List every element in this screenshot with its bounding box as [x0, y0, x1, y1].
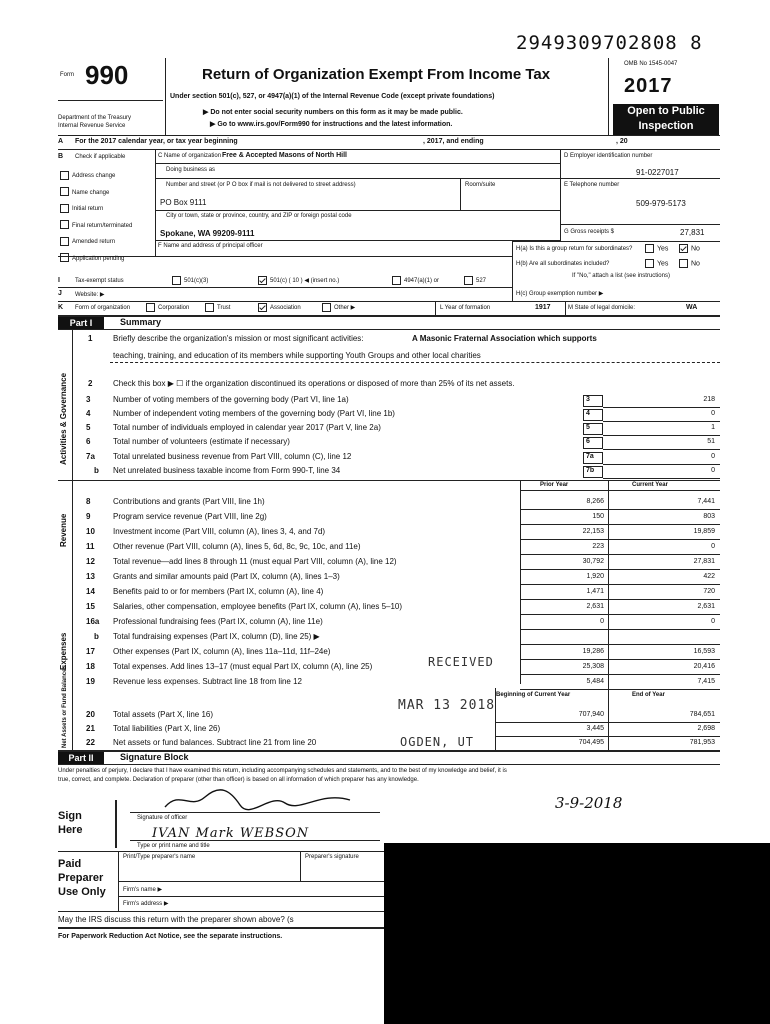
phone-value: 509-979-5173 — [636, 199, 686, 208]
status-527-checkbox[interactable]: 527 — [464, 276, 486, 285]
current-year-value: 803 — [703, 513, 715, 520]
fin-line-text: Total revenue—add lines 8 through 11 (must equal Part VIII, column (A), line 12) — [113, 557, 397, 566]
side-governance-label: Activities & Governance — [59, 372, 68, 465]
gov-line-box: 3 — [583, 395, 603, 407]
gov-line-text: Total number of individuals employed in calendar year 2017 (Part V, line 2a) — [113, 423, 381, 432]
beginning-year-value: 3,445 — [586, 725, 604, 732]
paid-label: Paid — [58, 858, 82, 870]
part2-title: Signature Block — [120, 752, 189, 762]
prior-year-value: 0 — [600, 618, 604, 625]
h-b-label: H(b) Are all subordinates included? — [516, 261, 610, 267]
received-location-stamp: OGDEN, UT — [400, 735, 475, 749]
preparer-name-label: Print/Type preparer's name — [123, 854, 196, 860]
trust-checkbox[interactable]: Trust — [205, 303, 230, 312]
current-year-value: 27,831 — [693, 558, 715, 565]
fin-line-number: 18 — [86, 662, 95, 671]
gov-line-value: 1 — [711, 424, 715, 431]
fin-line-number: 9 — [86, 512, 91, 521]
principal-officer-label: F Name and address of principal officer — [158, 243, 263, 249]
organization-name: Free & Accepted Masons of North Hill — [222, 152, 347, 159]
phone-label: E Telephone number — [564, 182, 620, 188]
status-4947-checkbox[interactable]: 4947(a)(1) or — [392, 276, 439, 285]
final-return-checkbox[interactable]: Final return/terminated — [60, 218, 132, 235]
current-year-value: 7,415 — [697, 678, 715, 685]
h-a-no[interactable]: No — [679, 244, 700, 253]
year-formation-value: 1917 — [535, 304, 551, 311]
firm-address-label: Firm's address ▶ — [123, 901, 169, 907]
gov-line-box: 4 — [583, 409, 603, 421]
corporation-checkbox[interactable]: Corporation — [146, 303, 189, 312]
street-label: Number and street (or P O box if mail is not delivered to street address) — [166, 182, 356, 188]
current-year-value: 20,416 — [693, 663, 715, 670]
fin-line-text: Program service revenue (Part VIII, line 2g) — [113, 512, 267, 521]
address-change-checkbox[interactable]: Address change — [60, 168, 132, 185]
form-title: Return of Organization Exempt From Income Tax — [202, 66, 551, 83]
gov-line-text: Number of voting members of the governing body (Part VI, line 1a) — [113, 395, 349, 404]
dept-treasury: Department of the Treasury — [58, 115, 132, 121]
fin-line-number: 16a — [86, 617, 100, 626]
fin-line-text: Salaries, other compensation, employee benefits (Part IX, column (A), lines 5–10) — [113, 602, 403, 611]
h-a-yes[interactable]: Yes — [645, 244, 668, 253]
fin-line-text: Benefits paid to or for members (Part IX, column (A), line 4) — [113, 587, 324, 596]
fin-line-number: 8 — [86, 497, 91, 506]
end-year-value: 781,953 — [689, 739, 715, 746]
fin-line-text: Grants and similar amounts paid (Part IX, column (A), lines 1–3) — [113, 572, 340, 581]
ein-label: D Employer identification number — [564, 153, 653, 159]
gov-line-number: b — [94, 466, 99, 475]
preparer-label: Preparer — [58, 872, 104, 884]
initial-return-checkbox[interactable]: Initial return — [60, 201, 132, 218]
application-pending-checkbox[interactable]: Application pending — [60, 251, 132, 268]
fin-line-number: 17 — [86, 647, 95, 656]
ein-value: 91-0227017 — [636, 168, 679, 177]
h-b-note: If "No," attach a list (see instructions) — [572, 273, 670, 279]
check-applicable-label: Check if applicable — [75, 154, 126, 160]
current-year-value: 0 — [711, 543, 715, 550]
sign-label: Sign — [58, 810, 82, 822]
fin-line-number: 11 — [86, 542, 95, 551]
fin-line-text: Contributions and grants (Part VIII, line 1h) — [113, 497, 265, 506]
form-subtitle: Under section 501(c), 527, or 4947(a)(1) of the Internal Revenue Code (except private foundations) — [170, 93, 495, 100]
received-date-stamp: MAR 13 2018 — [398, 698, 496, 713]
fin-line-number: 14 — [86, 587, 95, 596]
officer-name: IVAN Mark WEBSON — [152, 826, 310, 841]
current-year-value: 422 — [703, 573, 715, 580]
net-line-text: Net assets or fund balances. Subtract line 21 from line 20 — [113, 738, 317, 747]
gross-receipts-value: 27,831 — [680, 228, 705, 237]
penalty-text-2: true, correct, and complete. Declaration of preparer (other than officer) is based on all information of which preparer has any knowledge. — [58, 777, 419, 783]
prior-year-value: 2,631 — [586, 603, 604, 610]
current-year-value: 7,441 — [697, 498, 715, 505]
fin-line-text: Investment income (Part VIII, column (A), lines 3, 4, and 7d) — [113, 527, 326, 536]
fin-line-number: 12 — [86, 557, 95, 566]
gov-line-box: 7b — [583, 466, 603, 478]
here-label: Here — [58, 824, 83, 836]
gov-line-value: 218 — [703, 396, 715, 403]
gov-line-number: 4 — [86, 409, 91, 418]
prior-year-value: 1,920 — [586, 573, 604, 580]
current-year-value: 720 — [703, 588, 715, 595]
ssn-notice: ▶ Do not enter social security numbers on this form as it may be made public. — [203, 109, 463, 116]
gov-line-text: Total unrelated business revenue from Part VIII, column (C), line 12 — [113, 452, 352, 461]
year-formation-label: L Year of formation — [440, 305, 491, 311]
fin-line-number: 10 — [86, 527, 95, 536]
fin-line-text: Total expenses. Add lines 13–17 (must equal Part IX, column (A), line 25) — [113, 662, 373, 671]
c-label: C Name of organization — [158, 153, 222, 159]
current-year-value: 19,859 — [693, 528, 715, 535]
paperwork-notice: For Paperwork Reduction Act Notice, see the separate instructions. — [58, 933, 283, 940]
amended-return-checkbox[interactable]: Amended return — [60, 234, 132, 251]
room-label: Room/suite — [465, 182, 496, 188]
prior-year-value: 30,792 — [582, 558, 604, 565]
net-line-text: Total liabilities (Part X, line 26) — [113, 724, 221, 733]
gov-line-value: 0 — [711, 410, 715, 417]
form-word: Form — [60, 72, 74, 78]
side-net-assets-label: Net Assets or Fund Balances — [62, 665, 68, 748]
gov-line-value: 51 — [707, 438, 715, 445]
side-expenses-label: Expenses — [59, 632, 68, 670]
gov-line-box: 5 — [583, 423, 603, 435]
gov-line-box: 6 — [583, 437, 603, 449]
prior-year-value: 223 — [592, 543, 604, 550]
status-501c-checkbox[interactable]: 501(c) ( 10 ) ◀ (insert no.) — [258, 276, 339, 285]
line2-text: Check this box ▶ ☐ if the organization discontinued its operations or disposed of more than 25% of its net assets. — [113, 379, 515, 388]
fin-line-number: b — [94, 632, 99, 641]
association-checkbox[interactable]: Association — [258, 303, 301, 312]
section-b-list — [60, 168, 132, 267]
dba-label: Doing business as — [166, 167, 216, 173]
fin-line-text: Other revenue (Part VIII, column (A), lines 5, 6d, 8c, 9c, 10c, and 11e) — [113, 542, 361, 551]
h-b-yes[interactable]: Yes — [645, 259, 668, 268]
document-locator-number: 2949309702808 8 — [516, 32, 703, 54]
gov-line-number: 5 — [86, 423, 91, 432]
net-line-number: 22 — [86, 738, 95, 747]
net-line-number: 20 — [86, 710, 95, 719]
beginning-year-value: 704,495 — [578, 739, 604, 746]
gov-line-text: Net unrelated business taxable income from Form 990-T, line 34 — [113, 466, 341, 475]
current-year-header: Current Year — [632, 482, 668, 488]
omb-number: OMB No 1545-0047 — [624, 61, 678, 67]
form-number: 990 — [85, 60, 129, 90]
beginning-year-value: 707,940 — [578, 711, 604, 718]
gov-line-box: 7a — [583, 452, 603, 464]
prior-year-value: 8,266 — [586, 498, 604, 505]
prior-year-value: 1,471 — [586, 588, 604, 595]
side-revenue-label: Revenue — [59, 513, 68, 547]
instructions-notice: ▶ Go to www.irs.gov/Form990 for instructions and the latest information. — [210, 121, 453, 128]
redaction-block — [384, 843, 770, 1024]
end-year-header: End of Year — [632, 692, 665, 698]
fin-line-text: Total fundraising expenses (Part IX, column (D), line 25) ▶ — [113, 632, 320, 641]
current-year-value: 2,631 — [697, 603, 715, 610]
h-b-no[interactable]: No — [679, 259, 700, 268]
form-of-org-label: Form of organization — [75, 305, 131, 311]
website-label: Website: ▶ — [75, 292, 105, 298]
h-a-label: H(a) Is this a group return for subordinates? — [516, 246, 633, 252]
net-line-number: 21 — [86, 724, 95, 733]
prior-year-value: 22,153 — [582, 528, 604, 535]
status-501c3-checkbox[interactable]: 501(c)(3) — [172, 276, 208, 285]
fin-line-number: 19 — [86, 677, 95, 686]
net-line-text: Total assets (Part X, line 16) — [113, 710, 214, 719]
preparer-signature-label: Preparer's signature — [305, 854, 359, 860]
line-a-text: For the 2017 calendar year, or tax year beginning — [75, 138, 238, 145]
signature-label: Signature of officer — [137, 815, 188, 821]
gross-receipts-label: G Gross receipts $ — [564, 229, 615, 235]
received-stamp: RECEIVED — [428, 655, 494, 669]
prior-year-header: Prior Year — [540, 482, 569, 488]
state-domicile-label: M State of legal domicile: — [568, 305, 636, 311]
officer-signature — [160, 785, 360, 815]
city-label: City or town, state or province, country, and ZIP or foreign postal code — [166, 213, 352, 219]
prior-year-value: 5,484 — [586, 678, 604, 685]
tax-exempt-label: Tax-exempt status — [75, 278, 124, 284]
gov-line-value: 0 — [711, 467, 715, 474]
street-address: PO Box 9111 — [160, 198, 207, 207]
fin-line-number: 13 — [86, 572, 95, 581]
line1-label: Briefly describe the organization's mission or most significant activities: — [113, 334, 364, 343]
use-only-label: Use Only — [58, 886, 106, 898]
penalty-text: Under penalties of perjury, I declare that I have examined this return, including accompanying schedules and statements, and to the best of my knowledge and belief, it is — [58, 768, 507, 774]
signature-date: 3-9-2018 — [555, 794, 623, 812]
beginning-year-header: Beginning of Current Year — [496, 692, 571, 698]
mission-text-a: A Masonic Fraternal Association which supports — [412, 334, 597, 343]
open-to-public-badge: Open to Public Inspection — [613, 104, 719, 136]
fin-line-text: Professional fundraising fees (Part IX, column (A), line 11e) — [113, 617, 323, 626]
line-a-end: , 20 — [616, 138, 628, 145]
city-address: Spokane, WA 99209-9111 — [160, 229, 255, 238]
state-domicile-value: WA — [686, 304, 698, 311]
prior-year-value: 25,308 — [582, 663, 604, 670]
end-year-value: 784,651 — [689, 711, 715, 718]
gov-line-text: Number of independent voting members of the governing body (Part VI, line 1b) — [113, 409, 395, 418]
mission-text-b: teaching, training, and education of its members while supporting Youth Groups and other local charities — [113, 351, 481, 360]
irs-label: Internal Revenue Service — [58, 123, 126, 129]
fin-line-text: Other expenses (Part IX, column (A), lines 11a–11d, 11f–24e) — [113, 647, 331, 656]
prior-year-value: 150 — [592, 513, 604, 520]
end-year-value: 2,698 — [697, 725, 715, 732]
current-year-value: 0 — [711, 618, 715, 625]
type-name-label: Type or print name and title — [137, 843, 210, 849]
fin-line-number: 15 — [86, 602, 95, 611]
gov-line-text: Total number of volunteers (estimate if necessary) — [113, 437, 290, 446]
firm-name-label: Firm's name ▶ — [123, 887, 163, 893]
gov-line-number: 3 — [86, 395, 91, 404]
other-checkbox[interactable]: Other ▶ — [322, 303, 355, 312]
current-year-value: 16,593 — [693, 648, 715, 655]
irs-discuss-question: May the IRS discuss this return with the preparer shown above? (s — [58, 915, 294, 924]
gov-line-value: 0 — [711, 453, 715, 460]
line-a-mid: , 2017, and ending — [423, 138, 484, 145]
tax-year: 2017 — [624, 75, 673, 97]
gov-line-number: 7a — [86, 452, 95, 461]
line-a-label: A — [58, 138, 64, 145]
prior-year-value: 19,286 — [582, 648, 604, 655]
h-c-label: H(c) Group exemption number ▶ — [516, 291, 604, 297]
part2-tag: Part II — [58, 752, 104, 764]
fin-line-text: Revenue less expenses. Subtract line 18 from line 12 — [113, 677, 302, 686]
part1-tag: Part I — [58, 317, 104, 329]
name-change-checkbox[interactable]: Name change — [60, 185, 132, 202]
part1-title: Summary — [120, 317, 162, 327]
gov-line-number: 6 — [86, 437, 91, 446]
